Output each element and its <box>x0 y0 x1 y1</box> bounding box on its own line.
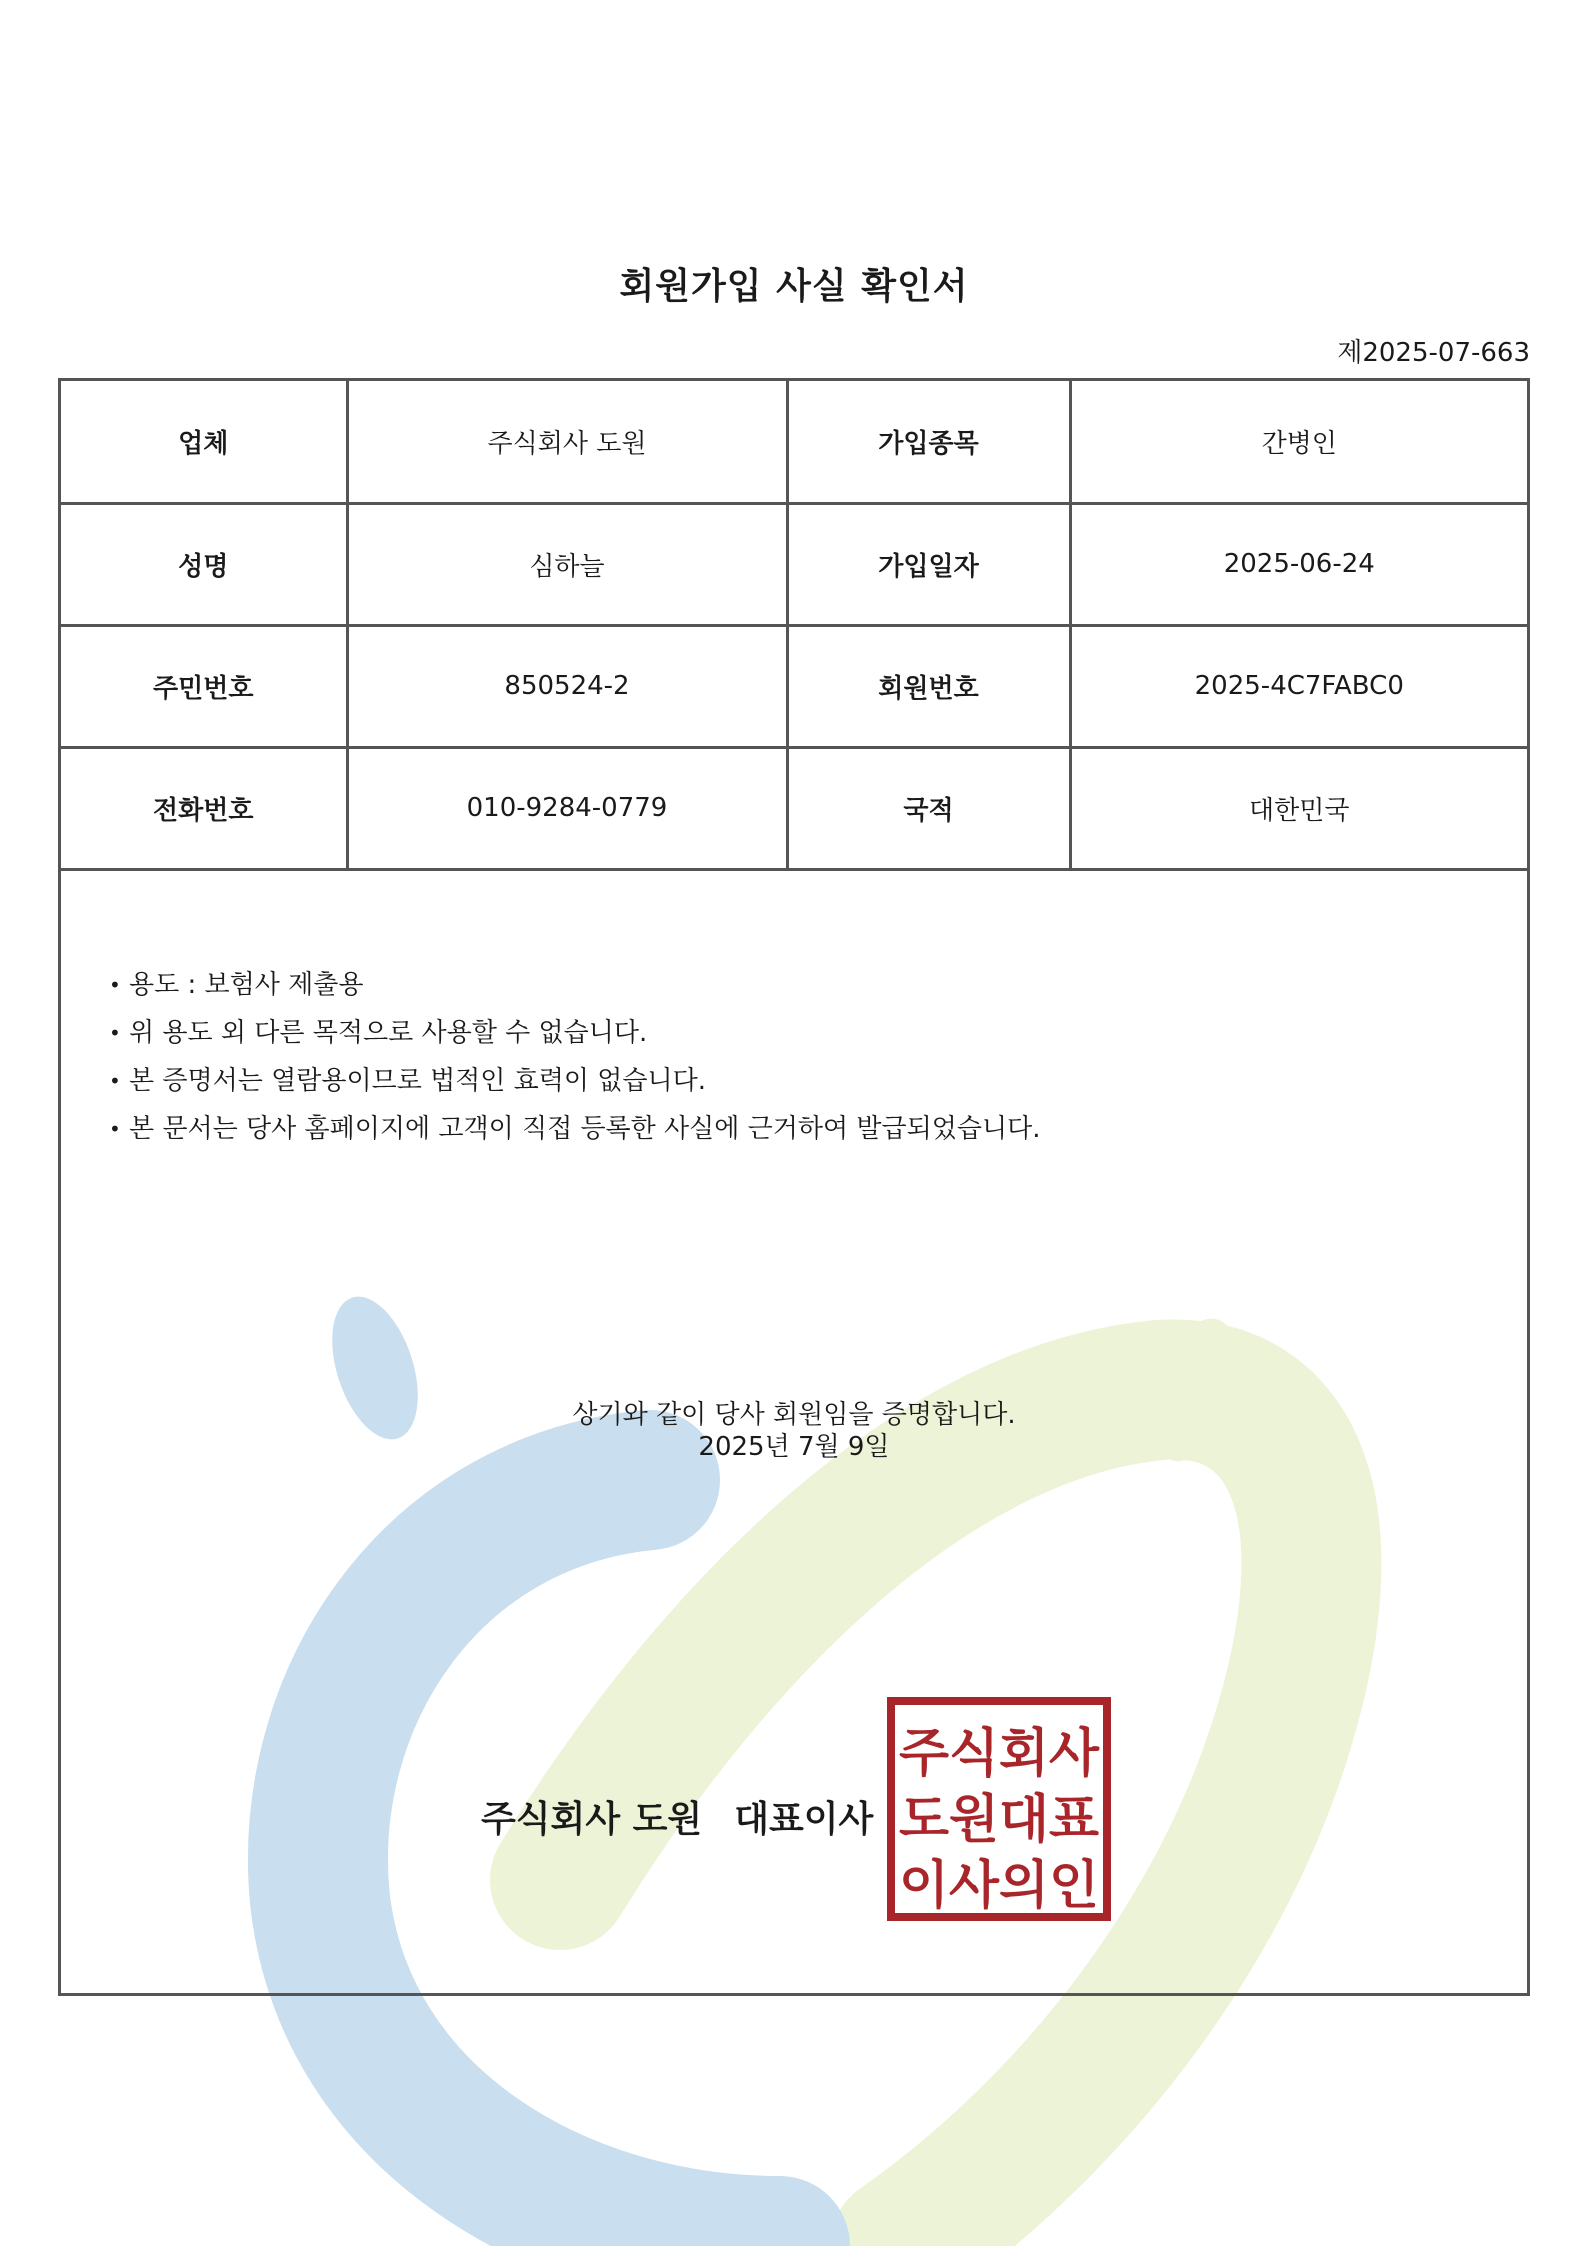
list-item: • 위 용도 외 다른 목적으로 사용할 수 없습니다. <box>109 1009 1040 1057</box>
signature-position: 대표이사 <box>734 1799 874 1840</box>
signature-line <box>481 1791 873 1842</box>
document-number: 제2025-07-663 <box>1337 338 1530 368</box>
certification-block <box>61 1399 1527 1463</box>
join-date-label: 가입일자 <box>787 503 1070 625</box>
document-title: 회원가입 사실 확인서 <box>619 266 969 307</box>
table-row <box>61 747 1527 869</box>
membership-type-label: 가입종목 <box>787 381 1070 503</box>
seal-line: 이사의인 <box>899 1856 1099 1916</box>
certification-date: 2025년 7월 9일 <box>698 1432 890 1462</box>
membership-type-value: 간병인 <box>1070 381 1527 503</box>
table-row <box>61 381 1527 503</box>
resident-number-label: 주민번호 <box>61 625 347 747</box>
notes-list <box>109 961 1040 1153</box>
member-number-label: 회원번호 <box>787 625 1070 747</box>
list-item: • 본 증명서는 열람용이므로 법적인 효력이 없습니다. <box>109 1057 1040 1105</box>
list-item: • 용도 : 보험사 제출용 <box>109 961 1040 1009</box>
seal-line: 도원대표 <box>899 1790 1099 1850</box>
resident-number-value: 850524-2 <box>347 625 787 747</box>
table-row <box>61 625 1527 747</box>
name-value: 심하늘 <box>347 503 787 625</box>
phone-value: 010-9284-0779 <box>347 747 787 869</box>
member-info-table <box>61 381 1527 871</box>
certificate-frame <box>58 378 1530 1996</box>
seal-line: 주식회사 <box>899 1724 1100 1784</box>
nationality-value: 대한민국 <box>1070 747 1527 869</box>
join-date-value: 2025-06-24 <box>1070 503 1527 625</box>
company-value: 주식회사 도원 <box>347 381 787 503</box>
nationality-label: 국적 <box>787 747 1070 869</box>
company-seal-stamp <box>887 1697 1111 1921</box>
list-item: • 본 문서는 당사 홈페이지에 고객이 직접 등록한 사실에 근거하여 발급되었습니다. <box>109 1105 1040 1153</box>
signature-company: 주식회사 도원 <box>481 1799 703 1840</box>
table-row <box>61 503 1527 625</box>
company-label: 업체 <box>61 381 347 503</box>
certification-statement: 상기와 같이 당사 회원임을 증명합니다. <box>572 1400 1016 1430</box>
name-label: 성명 <box>61 503 347 625</box>
phone-label: 전화번호 <box>61 747 347 869</box>
member-number-value: 2025-4C7FABC0 <box>1070 625 1527 747</box>
